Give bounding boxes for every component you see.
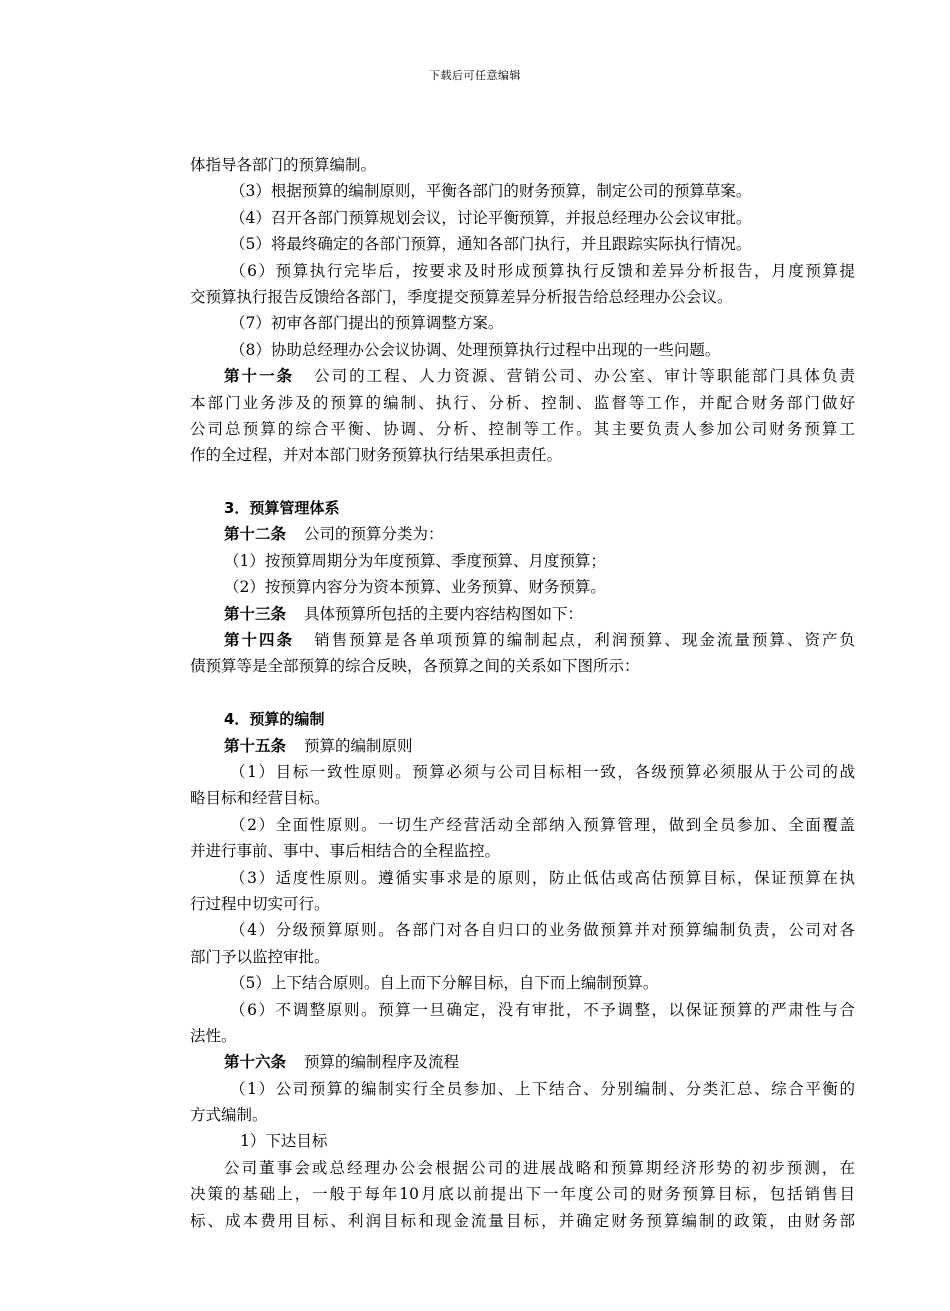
article-line [190,601,855,627]
paragraph-line: 部门予以监控审批。 [190,947,330,966]
sub-heading: 1）下达目标 [240,1132,328,1151]
article-text: 具体预算所包括的主要内容结构图如下： [304,604,584,623]
paragraph-line: 标、成本费用目标、利润目标和现金流量目标，并确定财务预算编制的政策，由财务部 [190,1211,855,1230]
paragraph-line: 公司董事会或总经理办公会根据公司的进展战略和预算期经济形势的初步预测，在 [224,1158,855,1177]
list-item: （8）协助总经理办公会议协调、处理预算执行过程中出现的一些问题。 [230,340,721,359]
list-item: （2）按预算内容分为资本预算、业务预算、财务预算。 [224,578,606,597]
paragraph-line: 并进行事前、事中、事后相结合的全程监控。 [190,842,501,861]
list-item: （4）分级预算原则。各部门对各自归口的业务做预算并对预算编制负责，公司对各 [230,921,855,940]
article-number: 第十六条 [224,1053,287,1072]
article-text: 销售预算是各单项预算的编制起点，利润预算、现金流量预算、资产负 [312,631,855,650]
paragraph-line: 体指导各部门的预算编制。 [190,156,377,174]
article-line [190,733,855,759]
article-text: 预算的编制原则 [304,736,413,755]
section-heading: 3．预算管理体系 [224,499,340,518]
article-line [190,521,855,547]
section-heading: 4．预算的编制 [224,710,325,729]
list-item: （5）上下结合原则。自上而下分解目标，自下而上编制预算。 [230,974,659,993]
list-item: （3）适度性原则。遵循实事求是的原则，防止低估或高估预算目标，保证预算在执 [230,868,855,887]
paragraph-line: 本部门业务涉及的预算的编制、执行、分析、控制、监督等工作，并配合财务部门做好 [190,393,855,412]
list-item: （1）目标一致性原则。预算必须与公司目标相一致，各级预算必须服从于公司的战 [230,762,855,781]
paragraph-line: 作的全过程，并对本部门财务预算执行结果承担责任。 [190,446,563,465]
article-text: 公司的工程、人力资源、营销公司、办公室、审计等职能部门具体负责 [312,367,855,386]
list-item: （5）将最终确定的各部门预算，通知各部门执行，并且跟踪实际执行情况。 [230,235,752,254]
article-number: 第十二条 [224,525,287,544]
document-body [190,152,855,1234]
article-number: 第十三条 [224,604,287,623]
paragraph-line: 决策的基础上，一般于每年10月底以前提出下一年度公司的财务预算目标，包括销售目 [190,1185,855,1204]
article-text: 公司的预算分类为： [304,525,444,544]
article-line [190,1049,855,1075]
paragraph-line: 方式编制。 [190,1106,268,1125]
article-number: 第十四条 [224,631,295,650]
article-line [190,627,855,653]
paragraph-line: 债预算等是全部预算的综合反映，各预算之间的关系如下图所示： [190,657,640,676]
list-item: （7）初审各部门提出的预算调整方案。 [230,314,504,333]
paragraph-line: 法性。 [190,1026,237,1045]
article-line [190,363,855,389]
list-item: （4）召开各部门预算规划会议，讨论平衡预算，并报总经理办公会议审批。 [230,208,752,227]
paragraph-line: 行过程中切实可行。 [190,894,330,913]
list-item: （1）按预算周期分为年度预算、季度预算、月度预算； [224,551,606,570]
list-item: （6）不调整原则。预算一旦确定，没有审批，不予调整，以保证预算的严肃性与合 [230,1000,855,1019]
paragraph-line: 交预算执行报告反馈给各部门，季度提交预算差异分析报告给总经理办公会议。 [190,287,733,306]
page-header: 下载后可任意编辑 [429,69,521,82]
list-item: （2）全面性原则。一切生产经营活动全部纳入预算管理，做到全员参加、全面覆盖 [230,815,855,834]
list-item: （1）公司预算的编制实行全员参加、上下结合、分别编制、分类汇总、综合平衡的 [230,1079,855,1098]
paragraph-line: 略目标和经营目标。 [190,789,330,808]
list-item: （3）根据预算的编制原则，平衡各部门的财务预算，制定公司的预算草案。 [230,182,752,201]
paragraph-line: 公司总预算的综合平衡、协调、分析、控制等工作。其主要负责人参加公司财务预算工 [190,419,855,438]
article-number: 第十五条 [224,736,287,755]
article-text: 预算的编制程序及流程 [304,1053,460,1072]
list-item: （6）预算执行完毕后，按要求及时形成预算执行反馈和差异分析报告，月度预算提 [230,261,855,280]
article-number: 第十一条 [224,367,295,386]
